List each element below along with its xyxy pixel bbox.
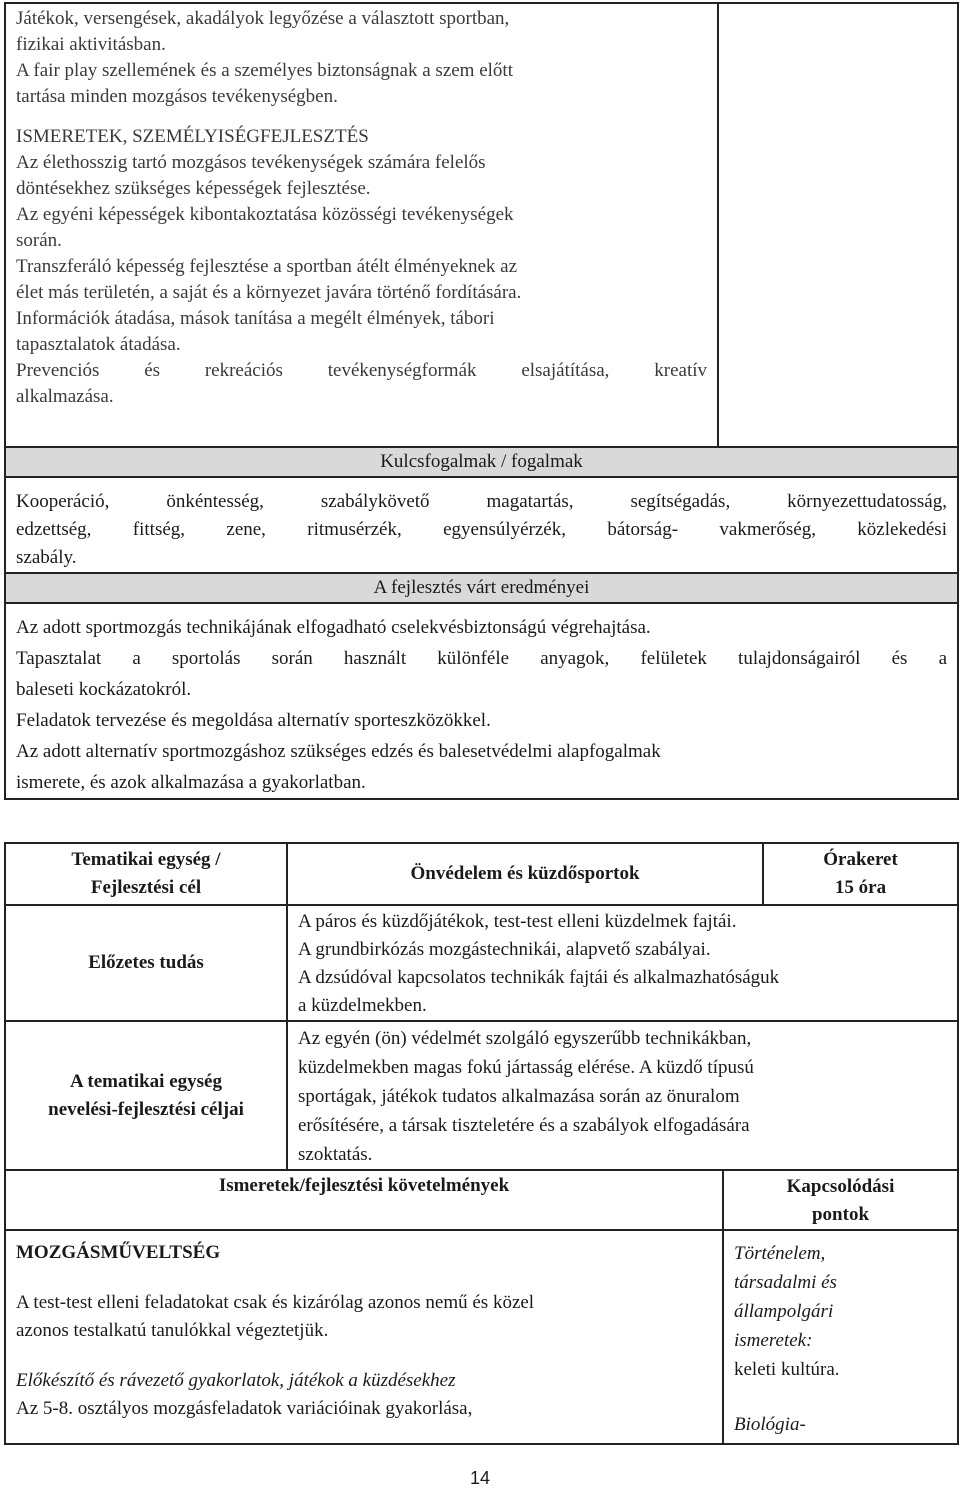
links-header-label: pontok	[811, 1204, 870, 1225]
result-line: Tapasztalat a sportolás során használt különféle anyagok, felületek tulajdonságairól és a	[16, 648, 947, 669]
hours-cell	[763, 843, 958, 905]
knowledge-line: tapasztalatok átadása.	[16, 334, 181, 355]
result-line: ismerete, és azok alkalmazása a gyakorlatban.	[16, 772, 366, 793]
links-line: állampolgári	[734, 1301, 834, 1322]
knowledge-heading: ISMERETEK, SZEMÉLYISÉGFEJLESZTÉS	[16, 126, 369, 147]
kulcs-line: edzettség, fittség, zene, ritmusérzék, egyensúlyérzék, bátorság- vakmerőség, közlekedési	[16, 519, 947, 540]
goals-content-line: erősítésére, a társak tiszteletére és a szabályok elfogadására	[298, 1115, 750, 1136]
prior-content-cell	[287, 905, 958, 1021]
kulcs-line: szabály.	[16, 547, 77, 568]
goals-content-cell	[287, 1021, 958, 1170]
goals-content-line: Az egyén (ön) védelmét szolgáló egyszerűbb technikákban,	[298, 1028, 752, 1049]
knowledge-line: élet más területén, a saját és a környezet javára történő fordítására.	[16, 282, 522, 303]
links-line: Történelem,	[734, 1243, 826, 1264]
links-header	[723, 1170, 958, 1230]
unit-title: Önvédelem és küzdősportok	[410, 863, 640, 884]
requirements-content	[5, 1230, 723, 1444]
curriculum-table-top	[4, 2, 959, 800]
knowledge-line: Transzferáló képesség fejlesztése a sportban átélt élményeknek az	[16, 256, 518, 277]
kulcsfogalmak-header	[5, 447, 958, 477]
goals-line: A fair play szellemének és a személyes biztonságnak a szem előtt	[16, 60, 513, 81]
prior-label: Előzetes tudás	[88, 952, 204, 973]
goals-cell	[5, 3, 718, 447]
unit-label: Tematikai egység /	[71, 849, 221, 870]
knowledge-line: döntésekhez szükséges képességek fejlesztése.	[16, 178, 371, 199]
page-number: 14	[469, 1468, 491, 1488]
prep-line: Az 5-8. osztályos mozgásfeladatok variációinak gyakorlása,	[16, 1398, 473, 1419]
section-heading: MOZGÁSMŰVELTSÉG	[16, 1242, 221, 1263]
goals-line: Játékok, versengések, akadályok legyőzése a választott sportban,	[16, 8, 510, 29]
links-content	[723, 1230, 958, 1444]
results-header-label: A fejlesztés várt eredményei	[373, 577, 590, 598]
requirement-line: A test-test elleni feladatokat csak és kizárólag azonos nemű és közel	[16, 1292, 535, 1313]
kulcsfogalmak-body	[5, 477, 958, 573]
links-bio: Biológia-	[734, 1414, 806, 1435]
knowledge-line: Az egyéni képességek kibontakoztatása közösségi tevékenységek	[16, 204, 514, 225]
goals-label: A tematikai egység	[70, 1070, 222, 1092]
kulcs-line: Kooperáció, önkéntesség, szabálykövető magatartás, segítségadás, környezettudatosság,	[16, 491, 947, 512]
prep-heading: Előkészítő és rávezető gyakorlatok, játékok a küzdésekhez	[16, 1370, 456, 1391]
goals-content-line: küzdelmekben magas fokú jártasság elérése. A küzdő típusú	[298, 1057, 754, 1078]
result-line: baleseti kockázatokról.	[16, 679, 192, 700]
goals-line: fizikai aktivitásban.	[16, 34, 166, 55]
goals-line: tartása minden mozgásos tevékenységben.	[16, 86, 338, 107]
unit-label: Fejlesztési cél	[90, 877, 202, 898]
links-line: ismeretek:	[734, 1330, 813, 1351]
goals-label-cell	[5, 1021, 287, 1170]
requirements-header-label: Ismeretek/fejlesztési követelmények	[218, 1175, 510, 1196]
goals-label: nevelési-fejlesztési céljai	[48, 1098, 244, 1120]
knowledge-line: Prevenciós és rekreációs tevékenységformák elsajátítása, kreatív	[16, 360, 707, 381]
knowledge-line: során.	[16, 230, 62, 251]
prior-line: a küzdelmekben.	[298, 995, 427, 1016]
goals-content-line: sportágak, játékok tudatos alkalmazása során az önuralom	[298, 1086, 740, 1107]
links-plain: keleti kultúra.	[734, 1359, 840, 1380]
links-line: társadalmi és	[734, 1272, 837, 1293]
prior-line: A grundbirkózás mozgástechnikái, alapvető szabályai.	[298, 939, 711, 960]
hours-label: Órakeret	[823, 849, 898, 870]
requirement-line: azonos testalkatú tanulókkal végeztetjük.	[16, 1320, 329, 1341]
empty-links-cell	[718, 3, 958, 447]
knowledge-line: alkalmazása.	[16, 386, 114, 407]
kulcsfogalmak-header-label: Kulcsfogalmak / fogalmak	[380, 451, 583, 472]
unit-title-cell	[287, 843, 763, 905]
thematic-unit-table	[4, 842, 959, 1445]
results-header	[5, 573, 958, 603]
prior-label-cell	[5, 905, 287, 1021]
result-line: Az adott sportmozgás technikájának elfogadható cselekvésbiztonságú végrehajtása.	[16, 617, 651, 638]
prior-line: A páros és küzdőjátékok, test-test elleni küzdelmek fajtái.	[298, 911, 737, 932]
knowledge-line: Információk átadása, mások tanítása a megélt élmények, tábori	[16, 308, 495, 329]
result-line: Feladatok tervezése és megoldása alternatív sporteszközökkel.	[16, 710, 491, 731]
results-body	[5, 603, 958, 799]
links-header-label: Kapcsolódási	[786, 1176, 895, 1197]
prior-line: A dzsúdóval kapcsolatos technikák fajtái és alkalmazhatóságuk	[298, 967, 780, 988]
requirements-header	[5, 1170, 723, 1230]
result-line: Az adott alternatív sportmozgáshoz szükséges edzés és balesetvédelmi alapfogalmak	[16, 741, 661, 762]
hours-value: 15 óra	[834, 877, 887, 898]
unit-label-cell	[5, 843, 287, 905]
knowledge-line: Az élethosszig tartó mozgásos tevékenységek számára felelős	[16, 152, 486, 173]
goals-content-line: szoktatás.	[298, 1144, 373, 1165]
